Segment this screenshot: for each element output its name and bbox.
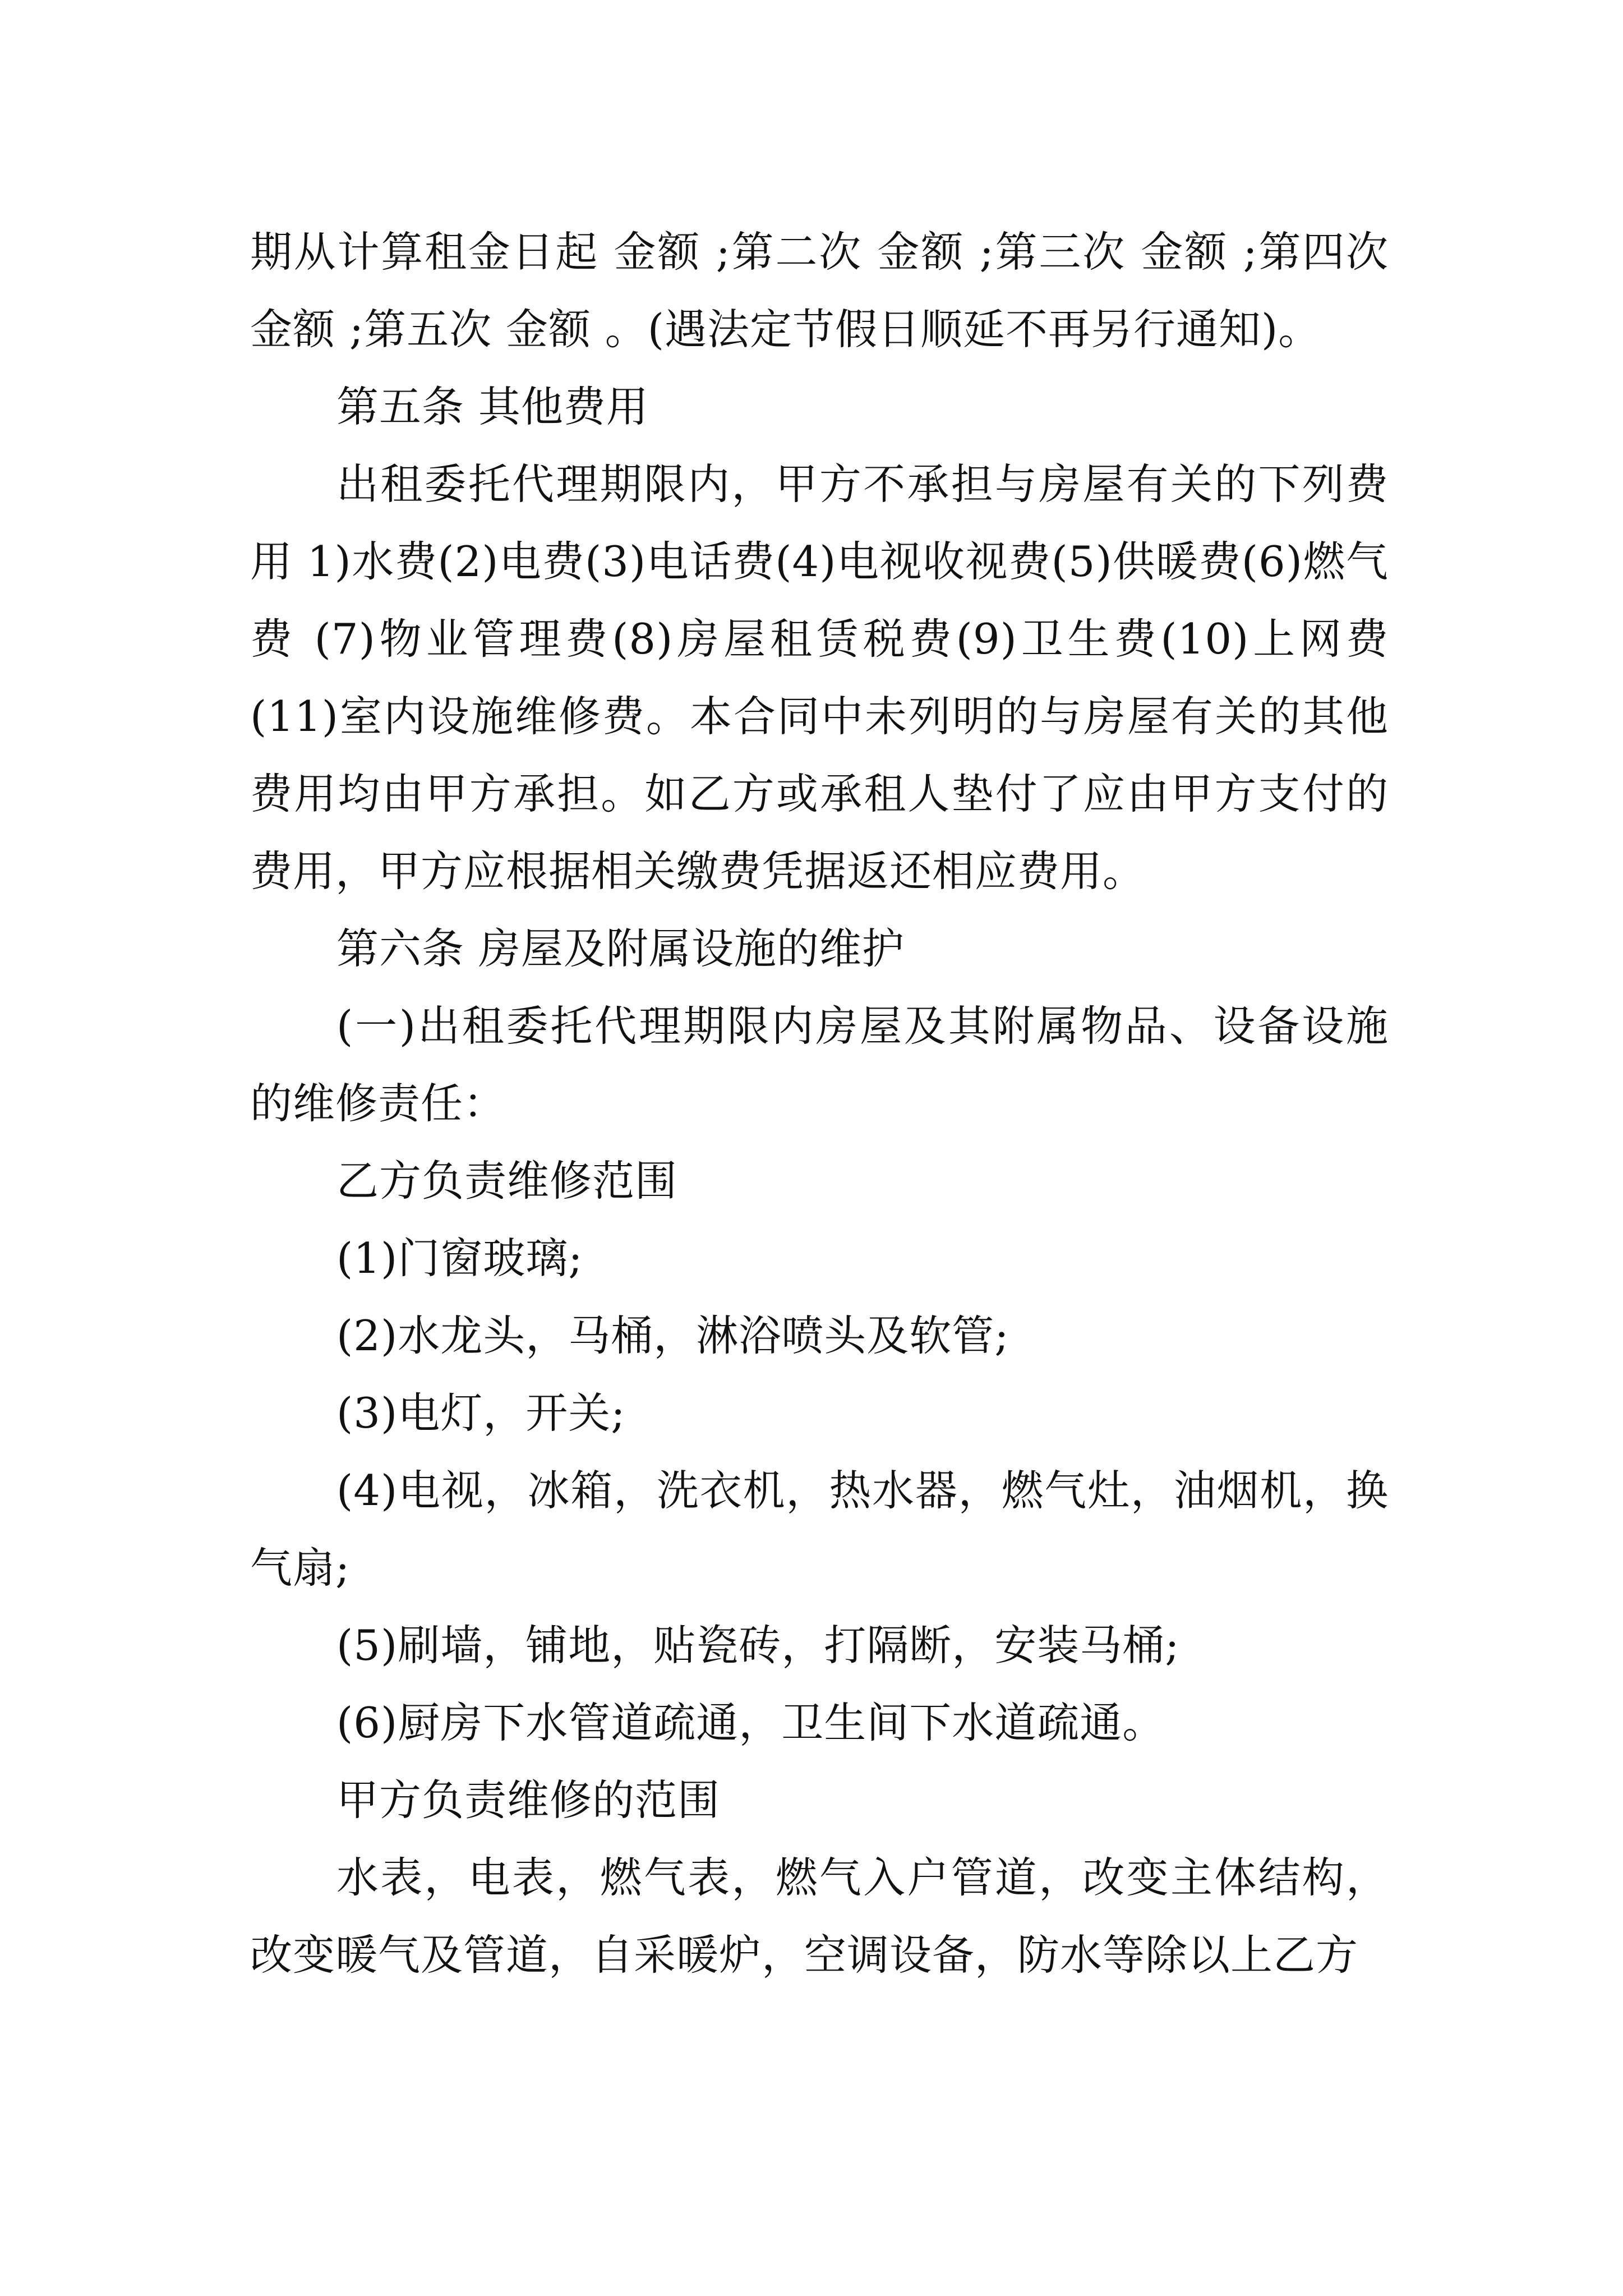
document-body bbox=[250, 213, 1389, 1994]
paragraph-party-a-scope: 水表，电表，燃气表，燃气入户管道，改变主体结构，改变暖气及管道，自采暖炉，空调设备，防水等除以上乙方 bbox=[250, 1853, 1389, 1980]
list-item: (4)电视，冰箱，洗衣机，热水器，燃气灶，油烟机，换气扇; bbox=[250, 1466, 1389, 1593]
article-six-heading: 第六条 房屋及附属设施的维护 bbox=[336, 924, 905, 973]
article-five-heading: 第五条 其他费用 bbox=[336, 382, 649, 431]
paragraph-payment-schedule: 期从计算租金日起 金额 ;第二次 金额 ;第三次 金额 ;第四次 金额 ;第五次 金额 。(遇法定节假日顺延不再另行通知)。 bbox=[250, 227, 1389, 354]
list-item: (2)水龙头，马桶，淋浴喷头及软管; bbox=[336, 1311, 1009, 1360]
paragraph-party-a-scope-title: 甲方负责维修的范围 bbox=[336, 1775, 721, 1825]
paragraph-party-b-scope-title: 乙方负责维修范围 bbox=[336, 1156, 678, 1205]
list-item: (3)电灯，开关; bbox=[336, 1388, 626, 1438]
list-item: (6)厨房下水管道疏通，卫生间下水道疏通。 bbox=[336, 1698, 1165, 1747]
paragraph-maintenance-responsibility: (一)出租委托代理期限内房屋及其附属物品、设备设施的维修责任： bbox=[250, 1001, 1389, 1128]
paragraph-other-fees: 出租委托代理期限内，甲方不承担与房屋有关的下列费用 1)水费(2)电费(3)电话费(4)电视收视费(5)供暖费(6)燃气费 (7)物业管理费(8)房屋租赁税费(9)卫生费(10)上网费(11)室内设施维修费。本合同中未列明的与房屋有关的其他费用均由甲方承担。如乙方或承租人垫付了应由甲方支付的费用，甲方应根据相关缴费凭据返还相应费用。 bbox=[250, 459, 1389, 896]
list-item: (5)刷墙，铺地，贴瓷砖，打隔断，安装马桶; bbox=[336, 1621, 1180, 1670]
list-item: (1)门窗玻璃; bbox=[336, 1234, 583, 1283]
